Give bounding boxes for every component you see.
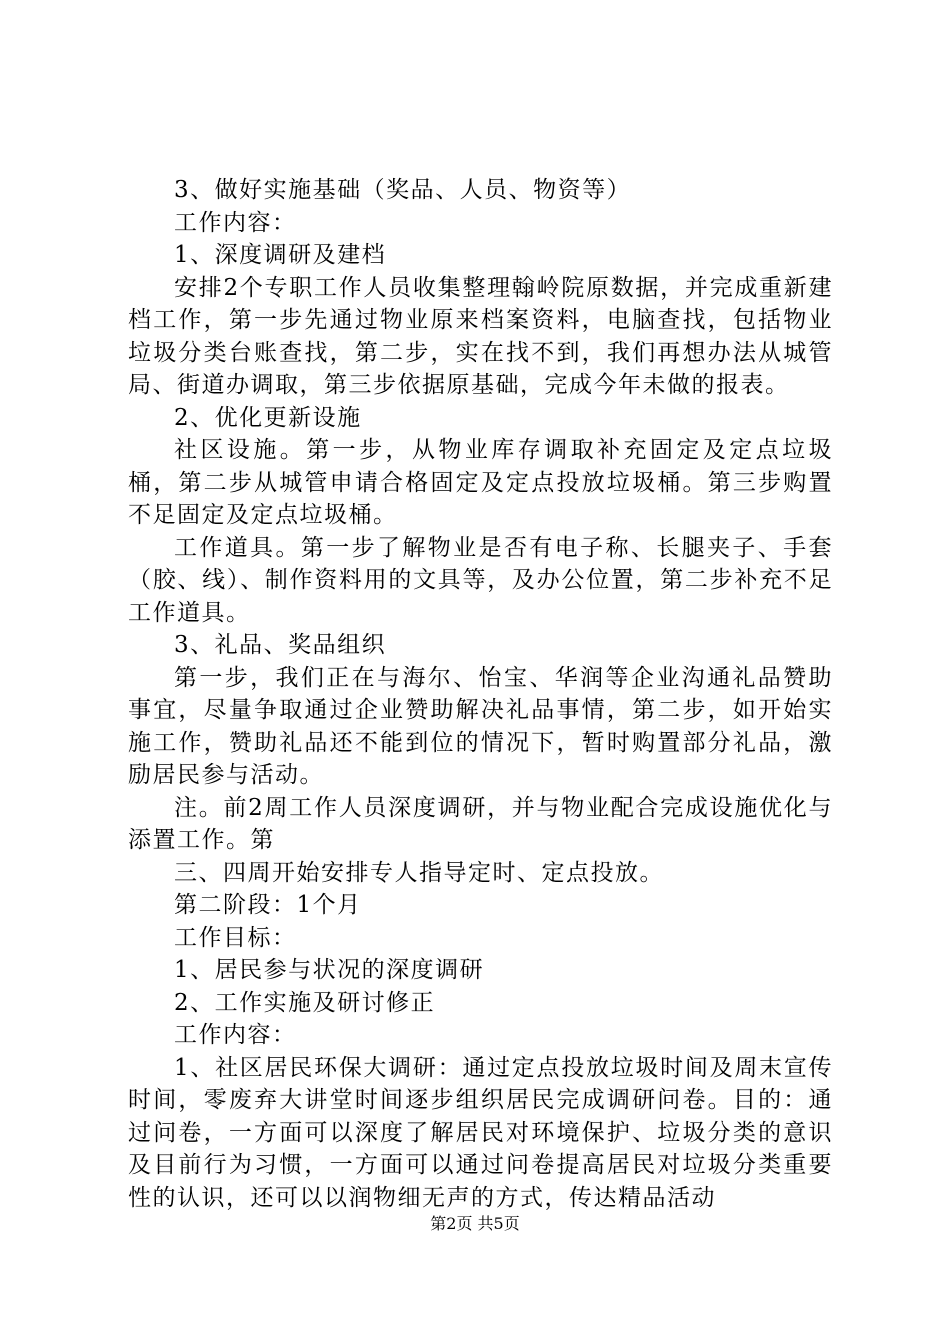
paragraph-13: 工作目标： [174,924,297,951]
document-body [128,174,833,1214]
paragraph-15: 2、工作实施及研讨修正 [174,989,436,1016]
paragraph-16: 工作内容： [174,1022,297,1048]
paragraph-4: 安排2个专职工作人员收集整理翰岭院原数据，并完成重新建档工作，第一步先通过物业原来档案资料，电脑查找，包括物业垃圾分类台账查找，第二步，实在找不到，我们再想办法从城管局、街道办调取，第三步依据原基础，完成今年未做的报表。 [128,274,833,398]
paragraph-8: 3、礼品、奖品组织 [174,632,387,658]
paragraph-3: 1、深度调研及建档 [174,242,387,268]
paragraph-9: 第一步，我们正在与海尔、怡宝、华润等企业沟通礼品赞助事宜，尽量争取通过企业赞助解决礼品事情，第二步，如开始实施工作，赞助礼品还不能到位的情况下，暂时购置部分礼品，激励居民参与活动。 [128,664,833,788]
paragraph-17: 1、社区居民环保大调研：通过定点投放垃圾时间及周末宣传时间，零废弃大讲堂时间逐步组织居民完成调研问卷。目的：通过问卷，一方面可以深度了解居民对环境保护、垃圾分类的意识及目前行为习惯，一方面可以通过问卷提高居民对垃圾分类重要性的认识，还可以以润物细无声的方式，传达精品活动 [128,1054,833,1211]
paragraph-5: 2、优化更新设施 [174,404,362,431]
paragraph-1: 3、做好实施基础（奖品、人员、物资等） [174,177,632,203]
paragraph-12: 第二阶段：1个月 [174,892,362,918]
page-footer: 第2页 共5页 [430,1214,520,1233]
paragraph-10: 注。前2周工作人员深度调研，并与物业配合完成设施优化与添置工作。第 [128,794,833,853]
paragraph-14: 1、居民参与状况的深度调研 [174,957,485,983]
paragraph-2: 工作内容： [174,209,297,236]
paragraph-7: 工作道具。第一步了解物业是否有电子称、长腿夹子、手套（胶、线）、制作资料用的文具等，及办公位置，第二步补充不足工作道具。 [128,534,833,626]
paragraph-6: 社区设施。第一步，从物业库存调取补充固定及定点垃圾桶，第二步从城管申请合格固定及定点投放垃圾桶。第三步购置不足固定及定点垃圾桶。 [128,437,833,528]
paragraph-11: 三、四周开始安排专人指导定时、定点投放。 [174,859,664,886]
